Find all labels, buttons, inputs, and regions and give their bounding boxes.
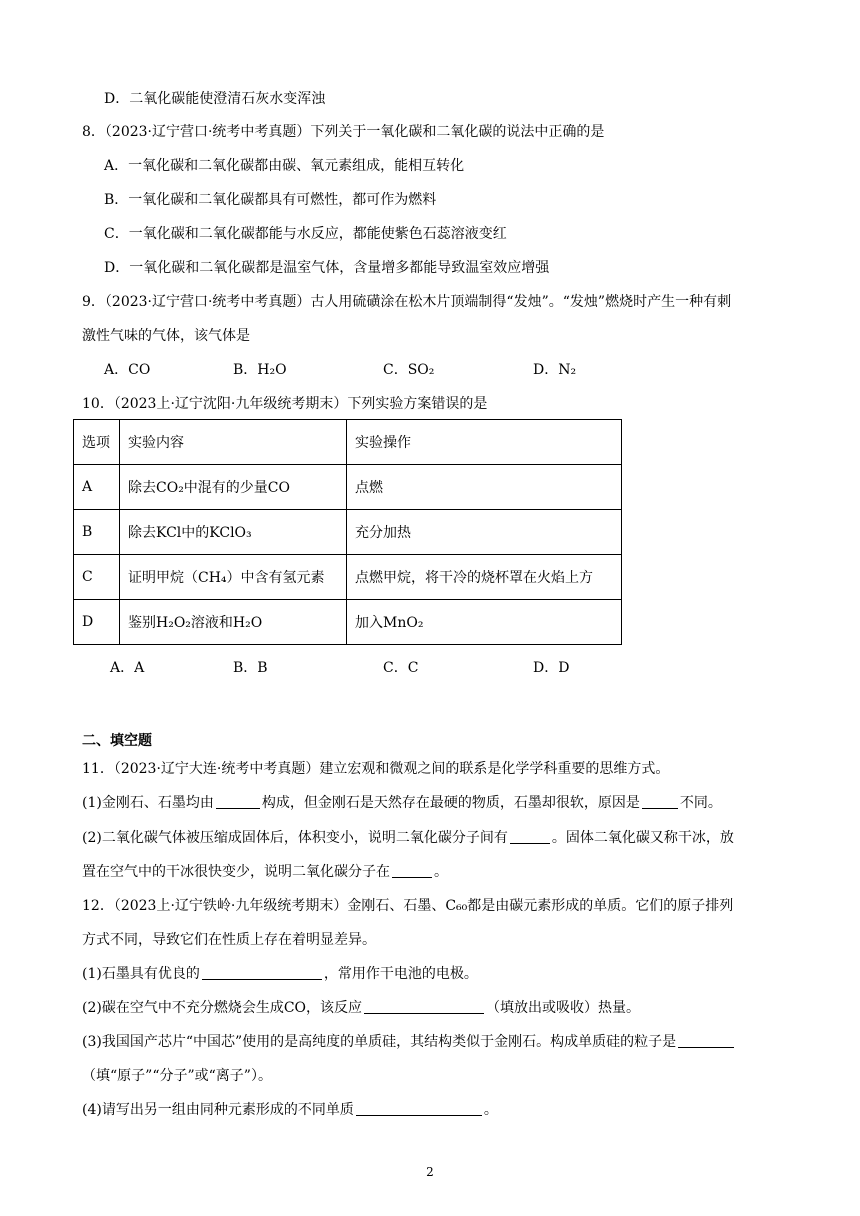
q12-part4 [82, 1100, 498, 1120]
q11-stem: 11．（2023·辽宁大连·统考中考真题）建立宏观和微观之间的联系是化学学科重要的思维方式。 [82, 761, 670, 777]
q11-part2-text-d: 。 [434, 864, 448, 880]
answer-blank[interactable] [510, 828, 550, 844]
q8-option-b: B．一氧化碳和二氧化碳都具有可燃性，都可作为燃料 [104, 192, 437, 208]
q10-option-b: B．B [233, 660, 268, 676]
q9-option-a: A．CO [104, 362, 151, 378]
table-header-row [74, 420, 622, 465]
answer-blank[interactable] [392, 862, 432, 878]
q7-option-d: D．二氧化碳能使澄清石灰水变浑浊 [104, 91, 326, 107]
table-cell: 鉴别H₂O₂溶液和H₂O [120, 600, 347, 645]
q12-part4-text-b: 。 [483, 1102, 498, 1118]
table-cell: 证明甲烷（CH₄）中含有氢元素 [120, 555, 347, 600]
q12-stem-line1: 12．（2023上·辽宁铁岭·九年级统考期末）金刚石、石墨、C₆₀都是由碳元素形成的单质。它们的原子排列 [82, 898, 734, 914]
answer-blank[interactable] [642, 793, 678, 809]
table-row [74, 465, 622, 510]
q11-part2-text-a: (2)二氧化碳气体被压缩成固体后，体积变小，说明二氧化碳分子间有 [82, 830, 508, 846]
q10-option-a: A．A [110, 660, 145, 676]
q12-part2-text-b: （填放出或吸收）热量。 [486, 1000, 641, 1016]
table-cell: C [74, 555, 120, 600]
q11-part1-text-b: 构成，但金刚石是天然存在最硬的物质，石墨却很软，原因是 [261, 795, 640, 811]
q10-option-d: D．D [533, 660, 570, 676]
q10-stem: 10．（2023上·辽宁沈阳·九年级统考期末）下列实验方案错误的是 [82, 396, 488, 412]
q11-part1-text-a: (1)金刚石、石墨均由 [82, 795, 214, 811]
q12-part2 [82, 998, 640, 1018]
q12-part4-text-a: (4)请写出另一组由同种元素形成的不同单质 [82, 1102, 354, 1118]
q11-part2-text-b: 。固体二氧化碳又称干冰，放 [551, 830, 734, 846]
table-header-cell: 实验操作 [347, 420, 622, 465]
answer-blank[interactable] [356, 1100, 482, 1116]
table-header-cell: 选项 [74, 420, 120, 465]
q8-stem: 8．（2023·辽宁营口·统考中考真题）下列关于一氧化碳和二氧化碳的说法中正确的是 [82, 124, 605, 140]
q12-part3 [82, 1032, 736, 1052]
q11-part1-text-c: 不同。 [679, 795, 722, 811]
table-cell: 加入MnO₂ [347, 600, 622, 645]
table-header-cell: 实验内容 [120, 420, 347, 465]
q12-part2-text-a: (2)碳在空气中不充分燃烧会生成CO，该反应 [82, 1000, 363, 1016]
table-row [74, 555, 622, 600]
table-cell: A [74, 465, 120, 510]
answer-blank[interactable] [678, 1032, 734, 1048]
q12-part1-text-a: (1)石墨具有优良的 [82, 966, 200, 982]
q8-option-c: C．一氧化碳和二氧化碳都能与水反应，都能使紫色石蕊溶液变红 [104, 226, 507, 242]
answer-blank[interactable] [364, 998, 484, 1014]
answer-blank[interactable] [216, 793, 260, 809]
table-cell: 点燃甲烷，将干冷的烧杯罩在火焰上方 [347, 555, 622, 600]
q11-part2-cont [82, 862, 448, 882]
table-cell: D [74, 600, 120, 645]
section-heading: 二、填空题 [82, 733, 152, 749]
q12-part3-cont: （填“原子”“分子”或“离子”）。 [82, 1068, 272, 1084]
table-cell: 点燃 [347, 465, 622, 510]
q9-option-b: B．H₂O [233, 362, 287, 378]
table-row [74, 600, 622, 645]
page-number: 2 [426, 1165, 434, 1179]
q8-option-a: A．一氧化碳和二氧化碳都由碳、氧元素组成，能相互转化 [104, 158, 465, 174]
table-cell: B [74, 510, 120, 555]
q9-stem-line2: 激性气味的气体，该气体是 [82, 328, 250, 344]
q12-part3-text-a: (3)我国国产芯片“中国芯”使用的是高纯度的单质硅，其结构类似于金刚石。构成单质硅的粒子是 [82, 1034, 677, 1050]
q9-stem-line1: 9．（2023·辽宁营口·统考中考真题）古人用硫磺涂在松木片顶端制得“发烛”。“发烛”燃烧时产生一种有刺 [82, 294, 732, 310]
table-cell: 除去KCl中的KClO₃ [120, 510, 347, 555]
q9-option-c: C．SO₂ [383, 362, 435, 378]
q10-option-c: C．C [383, 660, 419, 676]
q11-part2-text-c: 置在空气中的干冰很快变少，说明二氧化碳分子在 [82, 864, 390, 880]
q8-option-d: D．一氧化碳和二氧化碳都是温室气体，含量增多都能导致温室效应增强 [104, 260, 550, 276]
q11-part2 [82, 828, 734, 848]
q11-part1 [82, 793, 722, 813]
table-cell: 除去CO₂中混有的少量CO [120, 465, 347, 510]
q12-part1 [82, 964, 478, 984]
q12-part1-text-b: ，常用作干电池的电极。 [323, 966, 478, 982]
q12-stem-line2: 方式不同，导致它们在性质上存在着明显差异。 [82, 932, 376, 948]
table-cell: 充分加热 [347, 510, 622, 555]
q10-table [73, 419, 622, 645]
answer-blank[interactable] [202, 964, 322, 980]
table-row [74, 510, 622, 555]
q9-option-d: D．N₂ [533, 362, 577, 378]
